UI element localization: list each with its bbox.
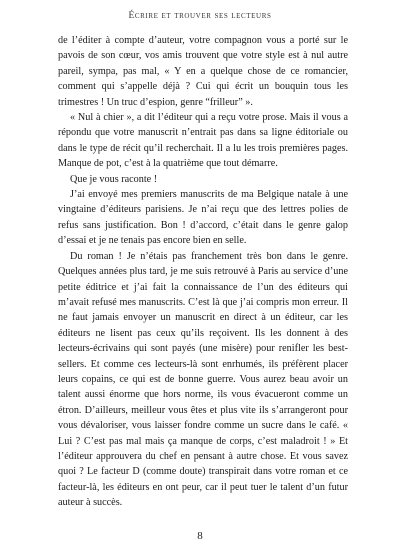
- paragraph: J’ai envoyé mes premiers manuscrits de ma Belgique natale à une vingtaine d’éditeurs parisiens. Je n’ai reçu que des lettres polies de refus sans justification. Bon ! d’accord, c’était dans le genre galop d’essai et je ne tenais pas encore bien en selle.: [58, 189, 348, 247]
- paragraph: « Nul à chier », a dit l’éditeur qui a reçu votre prose. Mais il vous a répondu que votre manuscrit n’entrait pas dans sa ligne éditoriale ou dans le type de récit qu’il recherchait. Il a lu les trois premières pages. Manque de pot, c’est à la quatrième que tout démarre.: [58, 112, 348, 170]
- running-header: Écrire et trouver ses lecteurs: [128, 11, 272, 21]
- page-number: 8: [197, 530, 203, 542]
- body-text: [58, 33, 348, 511]
- paragraph: Du roman ! Je n’étais pas franchement très bon dans le genre. Quelques années plus tard, je me suis retrouvé à Paris au service d’une petite éditrice et j’ai fait la connaissance de l’un des éditeurs qui m’avait refusé mes manuscrits. C’est là que j’ai compris mon erreur. Il ne faut jamais envoyer un manuscrit en direct à un éditeur, car les éditeurs ne lisent pas ceux qu’ils reçoivent. Ils les donnent à des lecteurs-écrivains qui sont payés (une misère) pour renifler les best-sellers. Et comme ces lecteurs-là sont enrhumés, ils préfèrent placer leurs copains, ce qui est de bonne guerre. Vous aurez beau avoir un talent aussi énorme que hors norme, ils vous évacueront comme un étron. D’ailleurs, meilleur vous êtes et plus vite ils s’arrangeront pour vous dévaloriser, vous laisser fondre comme un sucre dans le café. « Lui ? C’est pas mal mais ça manque de corps, c’est maladroit ! » Et l’éditeur approuvera du chef en pensant à autre chose. Et vous savez quoi ? Le facteur D (comme doute) transpirait dans votre roman et ce facteur-là, les éditeurs en ont peur, car il peut tuer le talent d’un futur auteur à succès.: [58, 250, 348, 509]
- paragraph: de l’éditer à compte d’auteur, votre compagnon vous a porté sur le pavois de son cœur, vos amis trouvent que votre style est à nul autre pareil, sympa, pas mal, « Y en a quelque chose de ce romancier, comment qui s’appelle déjà ? Cui qui écrit un bouquin tous les trimestres ! Un truc d’espion, genre “frilleur” ».: [58, 35, 348, 108]
- paragraph: Que je vous raconte !: [70, 173, 158, 185]
